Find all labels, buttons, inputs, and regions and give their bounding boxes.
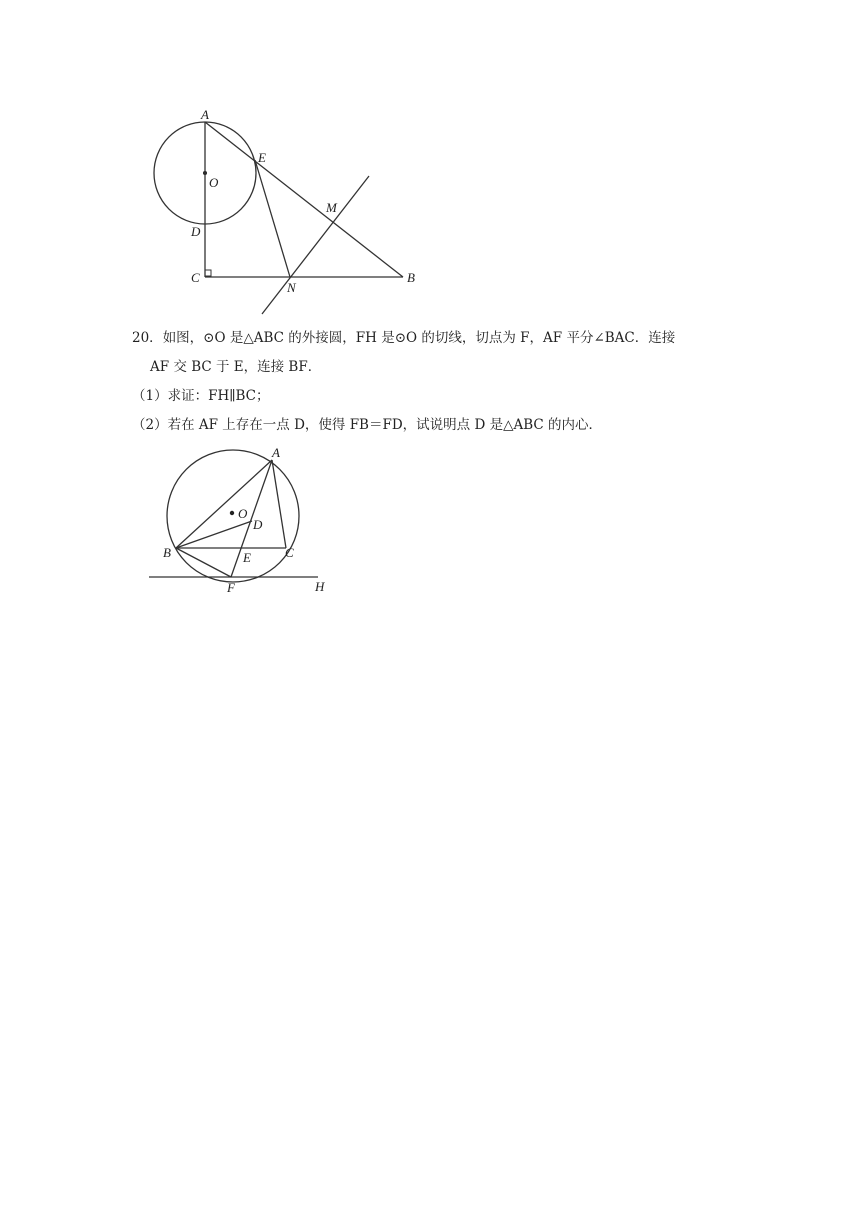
label-c: C — [191, 270, 200, 285]
problem-statement-line2: AF 交 BC 于 E，连接 BF． — [150, 359, 322, 375]
segment-ab-2 — [176, 460, 272, 548]
segment-bd — [176, 521, 252, 548]
figure-1-geometry — [140, 100, 440, 320]
label-b: B — [407, 270, 415, 285]
label-a: A — [201, 107, 209, 122]
problem-statement-line1: 如图，⊙O 是△ABC 的外接圆，FH 是⊙O 的切线，切点为 F，AF 平分∠BAC．连接 — [162, 330, 676, 346]
label-n: N — [287, 280, 296, 295]
label-c-2: C — [285, 545, 294, 560]
part-1-text: （1）求证：FH∥BC； — [132, 388, 270, 404]
label-m: M — [326, 200, 337, 215]
problem-20-part1 — [132, 382, 752, 411]
label-b-2: B — [163, 545, 171, 560]
label-o-2: O — [238, 506, 248, 521]
label-a-2: A — [272, 445, 280, 460]
circle-o-2 — [167, 450, 299, 582]
segment-bf — [176, 548, 231, 577]
problem-number: 20． — [132, 330, 163, 346]
center-o-dot-2 — [230, 511, 234, 515]
label-e: E — [258, 150, 266, 165]
part-2-text: （2）若在 AF 上存在一点 D，使得 FB＝FD，试说明点 D 是△ABC 的内心． — [132, 417, 603, 433]
figure-2-geometry — [140, 440, 340, 600]
label-e-2: E — [243, 550, 251, 565]
label-d: D — [191, 224, 201, 239]
label-d-2: D — [253, 517, 263, 532]
problem-20-part2 — [132, 411, 752, 440]
problem-20-line1 — [132, 324, 752, 353]
label-f-2: F — [227, 580, 235, 595]
segment-en — [255, 160, 290, 277]
label-o: O — [209, 175, 219, 190]
segment-ab — [205, 122, 403, 277]
label-h-2: H — [315, 579, 325, 594]
problem-20-line2 — [132, 353, 752, 382]
right-angle-mark — [205, 270, 211, 276]
problem-20 — [132, 324, 752, 440]
line-mn — [262, 176, 369, 314]
